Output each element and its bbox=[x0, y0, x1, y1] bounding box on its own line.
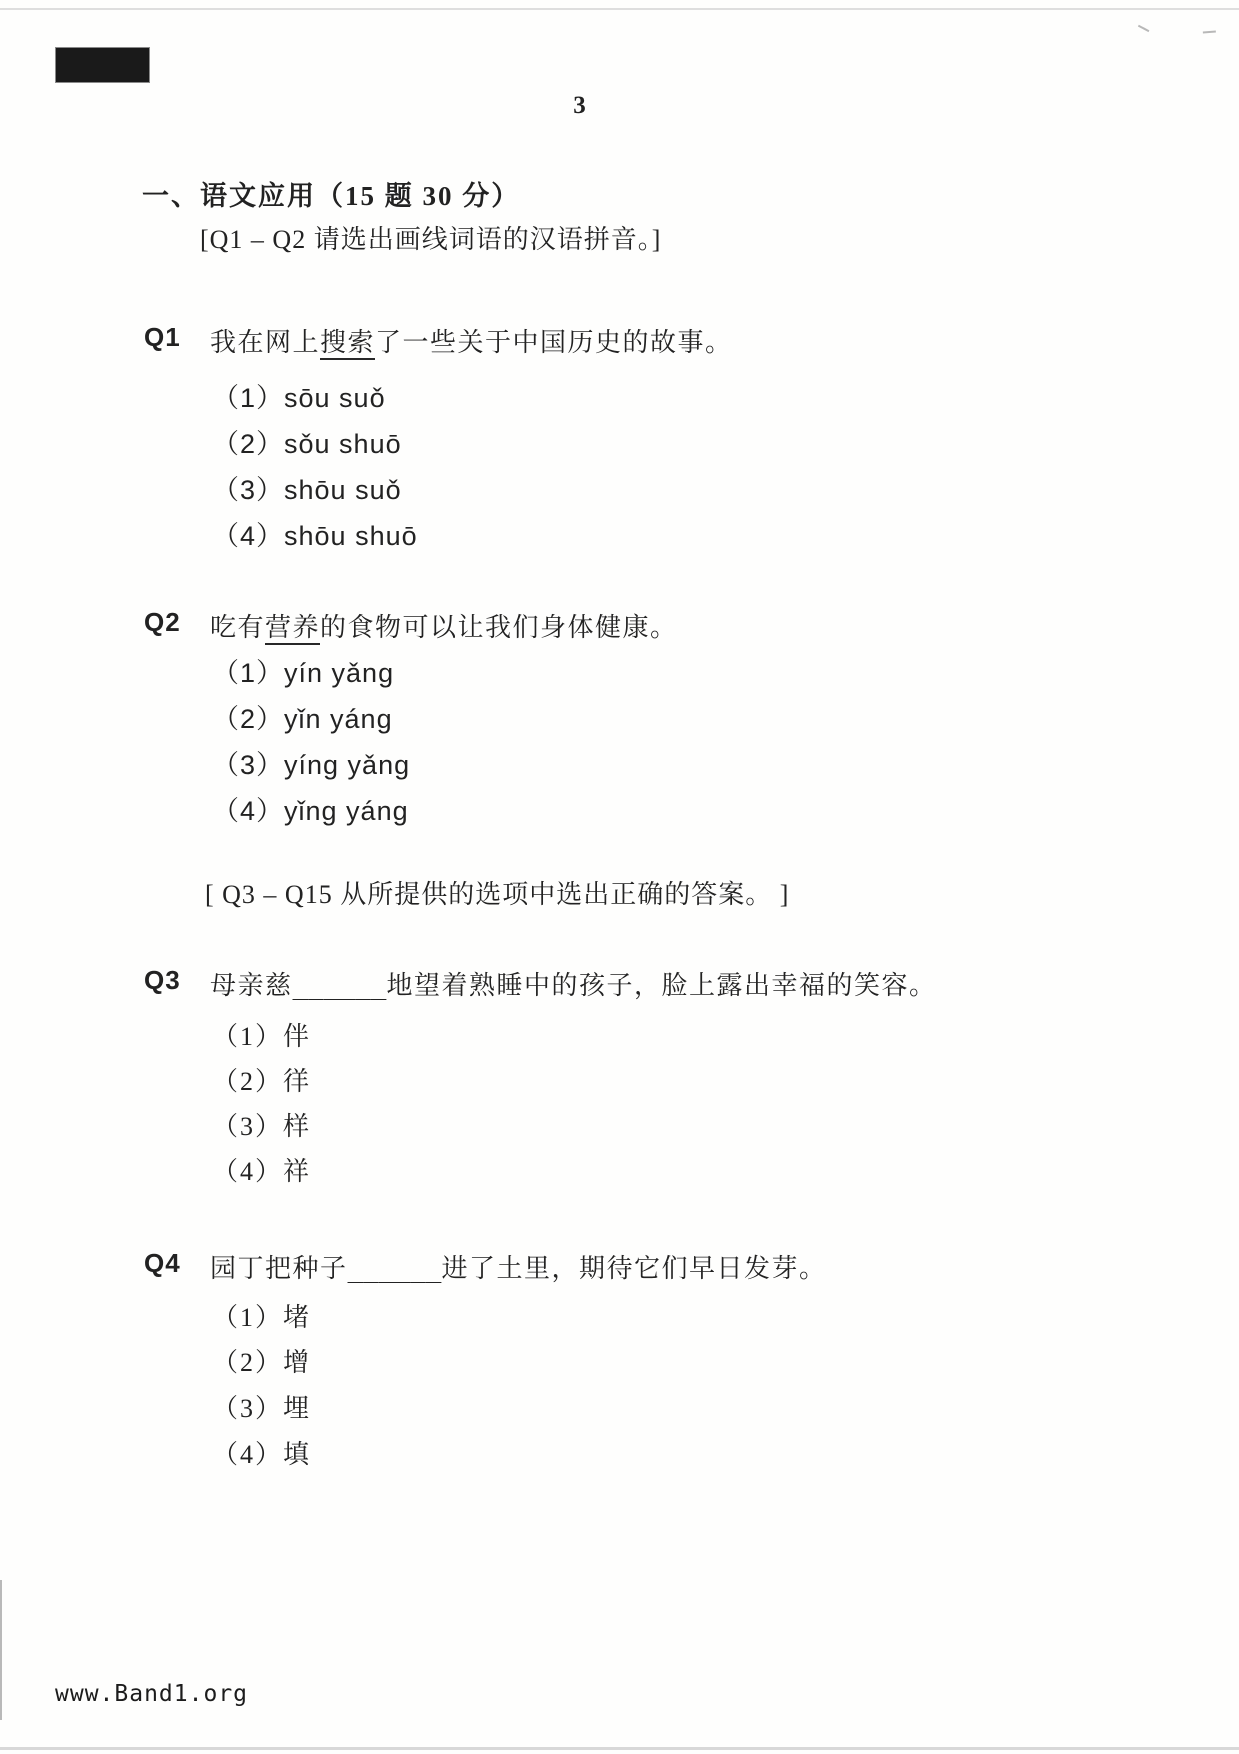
instruction-q1-q2: [Q1 – Q2 请选出画线词语的汉语拼音。] bbox=[200, 225, 662, 254]
question-text-post: 的食物可以让我们身体健康。 bbox=[320, 613, 678, 642]
option-item: （3）样 bbox=[212, 1112, 312, 1141]
question-label-q4: Q4 bbox=[144, 1248, 181, 1278]
scan-speck bbox=[1135, 25, 1150, 39]
instruction-q3-q15: [ Q3 – Q15 从所提供的选项中选出正确的答案。 ] bbox=[205, 880, 790, 909]
question-text-pre: 园丁把种子 bbox=[210, 1254, 348, 1283]
question-text-pre: 吃有 bbox=[210, 613, 266, 642]
underlined-word: 搜索 bbox=[320, 328, 375, 360]
option-item: （3）shōu suǒ bbox=[212, 475, 402, 505]
scan-artifact-left-edge bbox=[0, 1580, 2, 1720]
option-item: （4）shōu shuō bbox=[212, 521, 418, 551]
redacted-stamp bbox=[55, 47, 150, 83]
question-label-q3: Q3 bbox=[144, 965, 181, 995]
scan-artifact-top-line bbox=[0, 8, 1239, 10]
option-item: （2）yǐn yáng bbox=[212, 704, 393, 734]
option-item: （4）填 bbox=[212, 1440, 312, 1469]
option-item: （1）yín yǎng bbox=[212, 658, 395, 688]
option-item: （4）祥 bbox=[212, 1157, 312, 1186]
underlined-word: 营养 bbox=[265, 613, 320, 645]
option-item: （3）埋 bbox=[212, 1394, 312, 1423]
scan-speck bbox=[1203, 31, 1216, 38]
option-item: （1）伴 bbox=[212, 1022, 312, 1051]
scan-artifact-bottom-line bbox=[0, 1747, 1239, 1750]
question-label-q1: Q1 bbox=[144, 322, 181, 352]
blank-line: ______ bbox=[347, 1254, 442, 1284]
option-item: （2）sǒu shuō bbox=[212, 429, 402, 459]
question-label-q2: Q2 bbox=[144, 607, 181, 637]
question-text-pre: 我在网上 bbox=[210, 328, 321, 357]
question-text-post: 了一些关于中国历史的故事。 bbox=[375, 328, 733, 357]
option-item: （1）堵 bbox=[212, 1303, 312, 1332]
question-text-q4 bbox=[210, 1248, 826, 1285]
question-text-pre: 母亲慈 bbox=[210, 971, 293, 1000]
footer-url: www.Band1.org bbox=[55, 1681, 249, 1707]
option-item: （2）增 bbox=[212, 1348, 312, 1377]
section-heading: 一、语文应用（15 题 30 分） bbox=[142, 181, 521, 211]
option-item: （1）sōu suǒ bbox=[212, 383, 386, 413]
question-text-q3 bbox=[210, 965, 936, 1002]
question-text-q1 bbox=[210, 322, 733, 359]
question-text-post: 地望着熟睡中的孩子，脸上露出幸福的笑容。 bbox=[386, 971, 937, 1000]
option-item: （2）徉 bbox=[212, 1067, 312, 1096]
option-item: （4）yǐng yáng bbox=[212, 796, 409, 826]
question-text-post: 进了土里，期待它们早日发芽。 bbox=[441, 1254, 827, 1283]
page-number: 3 bbox=[573, 92, 587, 119]
blank-line: ______ bbox=[292, 971, 387, 1001]
question-text-q2 bbox=[210, 607, 678, 644]
option-item: （3）yíng yǎng bbox=[212, 750, 411, 780]
